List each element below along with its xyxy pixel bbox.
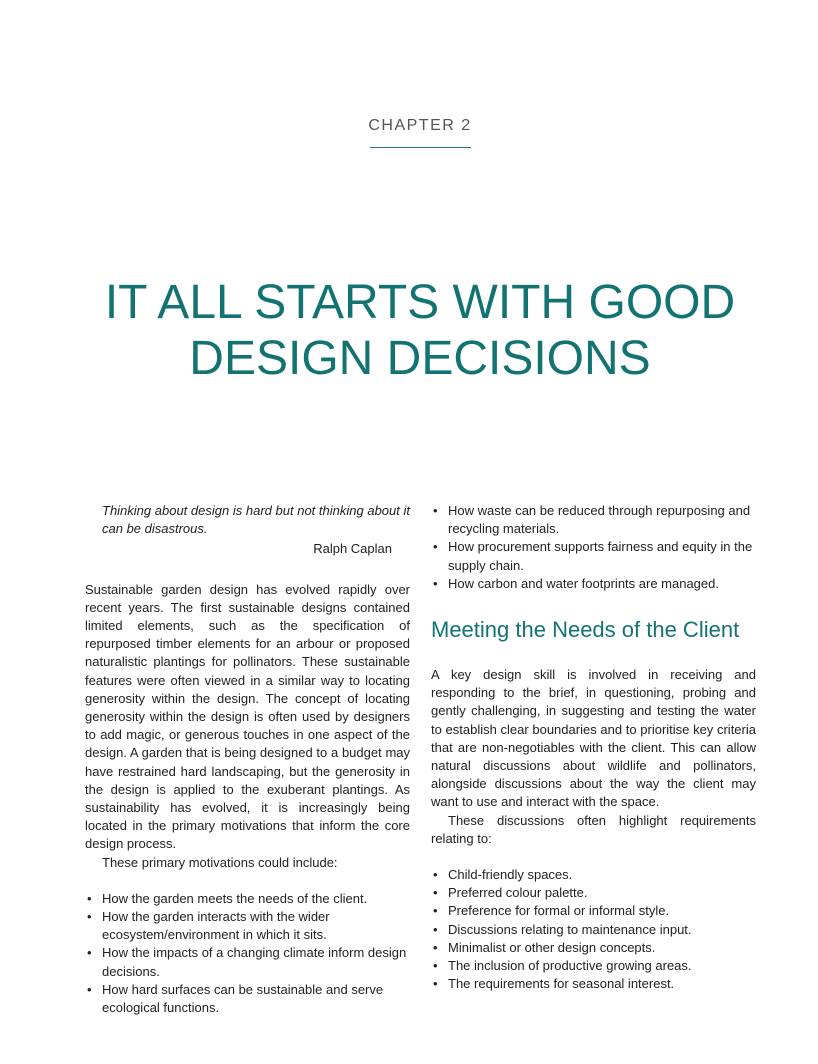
list-item: • The requirements for seasonal interest. [431, 975, 756, 993]
motivations-list-part-1 [85, 890, 410, 1017]
list-item: • Preference for formal or informal style. [431, 902, 756, 920]
list-item: • How the garden meets the needs of the client. [85, 890, 410, 908]
list-item: • The inclusion of productive growing areas. [431, 957, 756, 975]
chapter-rule [370, 147, 471, 148]
section-heading: Meeting the Needs of the Client [431, 617, 740, 643]
list-item: • How waste can be reduced through repurposing and recycling materials. [431, 502, 756, 538]
motivations-list-part-2 [431, 502, 756, 593]
list-item: • How procurement supports fairness and equity in the supply chain. [431, 538, 756, 574]
body-paragraph-1: Sustainable garden design has evolved rapidly over recent years. The first sustainable designs contained limited elements, such as the specification of repurposed timber elements for an arbour or proposed naturalistic plantings for pollinators. These sustainable features were often viewed in a similar way to locating generosity within the design. The concept of locating generosity within the design is often used by designers to add magic, or generous touches in one aspect of the design. A garden that is being designed to a budget may have restrained hard landscaping, but the generosity in the design is applied to the exuberant plantings. As sustainability has evolved, it is increasingly being located in the primary motivations that inform the core design process. [85, 581, 410, 852]
epigraph-quote: Thinking about design is hard but not thinking about it can be disastrous. [102, 503, 410, 537]
list-item: • Child-friendly spaces. [431, 866, 756, 884]
list-item: • Discussions relating to maintenance input. [431, 921, 756, 939]
epigraph-author: Ralph Caplan [313, 541, 392, 557]
title-line-2: DESIGN DECISIONS [189, 332, 651, 385]
list-item: • How carbon and water footprints are managed. [431, 575, 756, 593]
right-column [431, 502, 756, 993]
left-column [85, 502, 410, 1017]
section-paragraph-2: These discussions often highlight requirements relating to: [431, 812, 756, 846]
requirements-list [431, 866, 756, 993]
chapter-title [0, 275, 818, 387]
title-line-1: IT ALL STARTS WITH GOOD [104, 276, 736, 329]
list-item: • Preferred colour palette. [431, 884, 756, 902]
body-paragraph-2: These primary motivations could include: [102, 854, 338, 870]
list-item: • How hard surfaces can be sustainable and serve ecological functions. [85, 981, 410, 1017]
list-item: • Minimalist or other design concepts. [431, 939, 756, 957]
list-item: • How the garden interacts with the wider ecosystem/environment in which it sits. [85, 908, 410, 944]
section-paragraph-1: A key design skill is involved in receiving and responding to the brief, in questioning, probing and gently challenging, in suggesting and testing the water to establish clear boundaries and to prioritise key criteria that are non-negotiables with the client. This can allow natural discussions about wildlife and pollinators, alongside discussions about the way the client may want to use and interact with the space. [431, 667, 756, 810]
chapter-label: CHAPTER 2 [368, 117, 472, 134]
list-item: • How the impacts of a changing climate inform design decisions. [85, 944, 410, 980]
